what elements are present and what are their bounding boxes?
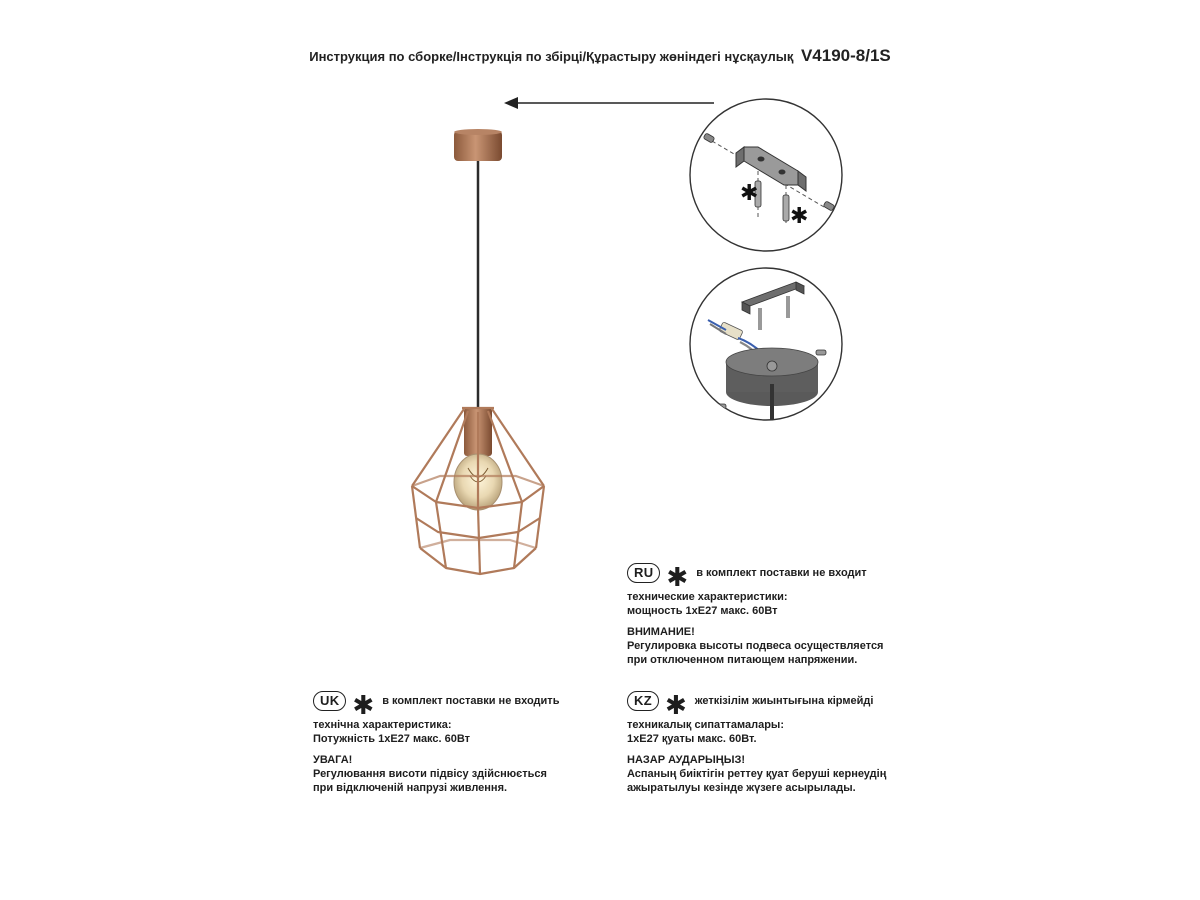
uk-specs-title: технічна характеристика: xyxy=(313,719,452,731)
page-title xyxy=(0,46,1200,66)
ru-specs-title: технические характеристики: xyxy=(627,591,788,603)
asterisk-icon: ✱ xyxy=(352,690,375,720)
ru-language-badge: RU xyxy=(627,563,660,583)
mounting-bracket-diagram xyxy=(686,95,846,255)
ru-warning-line-2: при отключенном питающем напряжении. xyxy=(627,654,858,666)
kz-specs-value: 1хE27 қуаты макс. 60Вт. xyxy=(627,733,757,745)
asterisk-icon: ✱ xyxy=(666,562,689,592)
ceiling-canopy xyxy=(454,131,502,161)
kz-warning-title: НАЗАР АУДАРЫҢЫЗ! xyxy=(627,754,746,766)
ru-warning-title: ВНИМАНИЕ! xyxy=(627,626,695,638)
not-included-asterisk-left: ✱ xyxy=(740,181,759,206)
uk-warning-line-2: при відключеній напрузі живлення. xyxy=(313,782,508,794)
instruction-title: Инструкция по сборке/Інструкція по збірці/Құрастыру жөніндегі нұсқаулық xyxy=(309,49,794,64)
kz-language-badge: KZ xyxy=(627,691,659,711)
uk-not-included-note: в комплект поставки не входить xyxy=(382,695,560,707)
canopy-wiring-diagram xyxy=(686,264,846,424)
wire-cage xyxy=(412,408,544,574)
model-number: V4190-8/1S xyxy=(800,46,891,65)
uk-specs-value: Потужність 1хE27 макс. 60Вт xyxy=(313,733,471,745)
kz-warning-line-2: ажыратылуы кезінде жүзеге асырылады. xyxy=(627,782,856,794)
ru-specs-value: мощность 1хE27 макс. 60Вт xyxy=(627,605,778,617)
uk-warning-line-1: Регулювання висоти підвісу здійснюється xyxy=(313,768,547,780)
ru-section xyxy=(627,562,883,667)
uk-language-badge: UK xyxy=(313,691,346,711)
uk-warning-title: УВАГА! xyxy=(313,754,353,766)
kz-section xyxy=(627,690,886,795)
not-included-asterisk-right: ✱ xyxy=(790,204,809,229)
kz-not-included-note: жеткізілім жиынтығына кірмейді xyxy=(694,695,874,707)
uk-section xyxy=(313,690,559,795)
asterisk-icon: ✱ xyxy=(664,690,687,720)
kz-warning-line-1: Аспаның биіктігін реттеу қуат беруші кернеудің xyxy=(627,768,887,780)
pendant-lamp-illustration xyxy=(380,128,580,588)
kz-specs-title: техникалық сипаттамалары: xyxy=(627,719,784,731)
ru-warning-line-1: Регулировка высоты подвеса осуществляется xyxy=(627,640,884,652)
ru-not-included-note: в комплект поставки не входит xyxy=(696,567,867,579)
